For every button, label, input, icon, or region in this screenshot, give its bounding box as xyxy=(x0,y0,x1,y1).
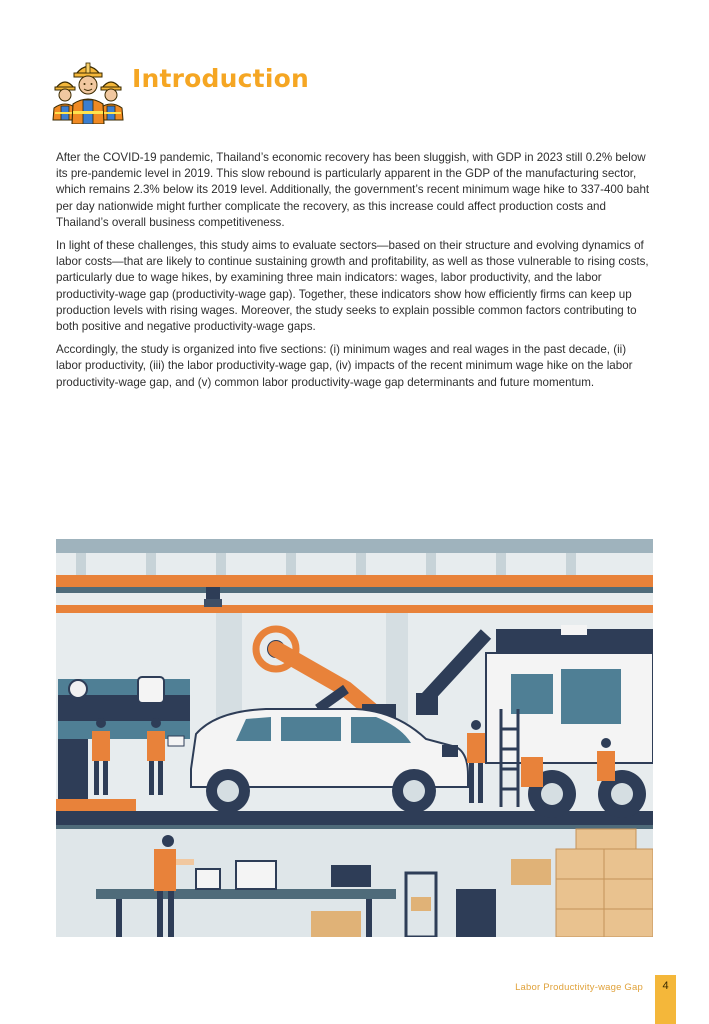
construction-workers-icon xyxy=(52,58,124,124)
page-number-tab xyxy=(655,975,676,1024)
factory-assembly-line-illustration xyxy=(56,539,653,937)
paragraph-2: In light of these challenges, this study aims to evaluate sectors—based on their structure and evolving dynamics of labor costs—that are likely to continue sustaining growth and profitability, as well as those vulnerable to rising costs, particularly due to wage hikes, by examining three main indicators: wages, labor productivity, and the labor productivity-wage gap (productivity-wage gap). Together, these indicators show how efficiently firms can keep up production levels with rising wages. Moreover, the study seeks to explain possible common factors contributing to both positive and negative productivity-wage gaps. xyxy=(56,239,649,334)
paragraph-3: Accordingly, the study is organized into five sections: (i) minimum wages and real wages in the past decade, (ii) labor productivity, (iii) the labor productivity-wage gap, (iv) impacts of the recent minimum wage hike on the labor productivity-wage gap, and (v) common labor productivity-wage gap determinants and future momentum. xyxy=(56,343,633,389)
paragraph-1: After the COVID-19 pandemic, Thailand’s economic recovery has been sluggish, with GDP in 2023 still 0.2% below its pre-pandemic level in 2019. This slow rebound is particularly apparent in the GDP of the manufacturing sector, which remains 2.3% below its 2019 level. Additionally, the government’s recent minimum wage hike to 337-400 baht per day nationwide might further complicate the recovery, as this increase could affect production costs and Thailand’s overall business competitiveness. xyxy=(56,151,650,229)
factory-illustration xyxy=(56,539,653,937)
section-header xyxy=(52,58,352,128)
page-number: 4 xyxy=(662,980,669,992)
page-title: Introduction xyxy=(132,64,309,93)
footer-label: Labor Productivity-wage Gap xyxy=(515,982,643,993)
body-text xyxy=(56,150,654,398)
